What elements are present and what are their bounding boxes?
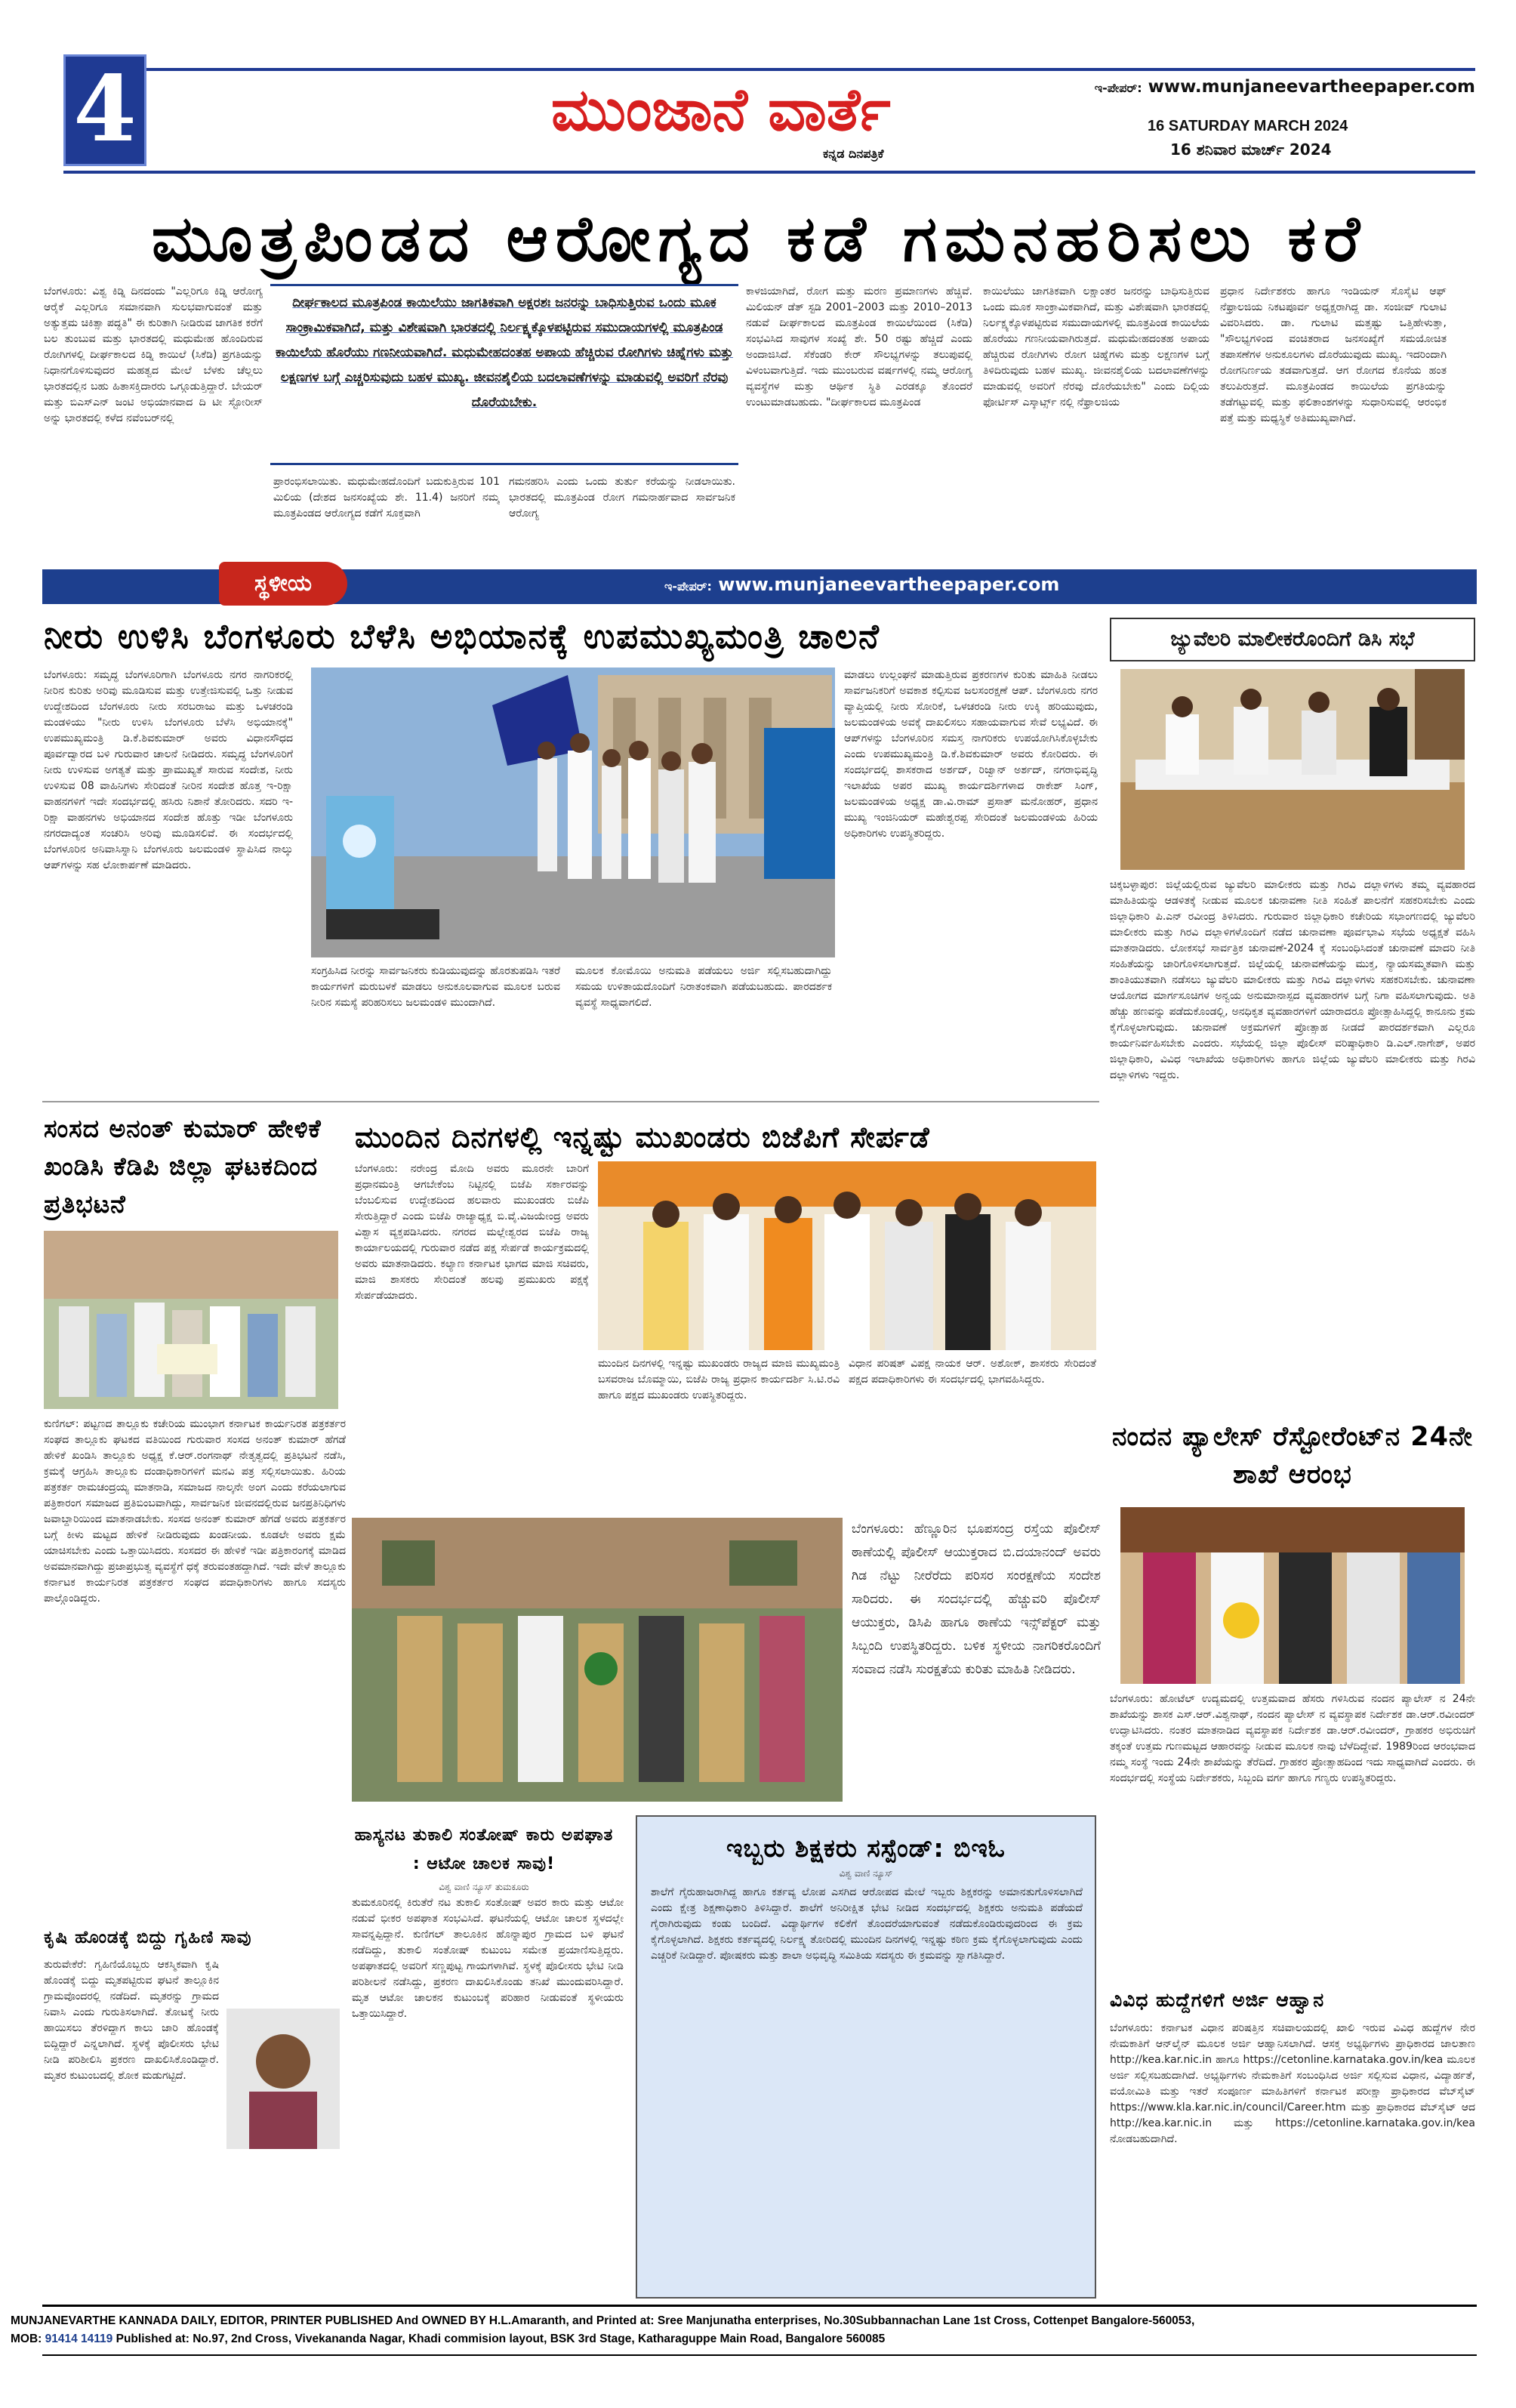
epaper-prefix: ಇ-ಪೇಪರ್: xyxy=(1094,81,1142,95)
jewellers-meeting-photo xyxy=(1120,669,1465,870)
page-number-box xyxy=(63,54,146,166)
footer-line-2 xyxy=(11,2330,1505,2348)
footer-line-1: MUNJANEVARTHE KANNADA DAILY, EDITOR, PRINTER PUBLISHED And OWNED BY H.L.Amaranth, and Printed at: Sree Manjunatha enterprises, No.30Subbannachan Lane 1st Cross, Cottenpet Bangalore-560053, xyxy=(11,2314,1195,2327)
top-story-headline: ಮೂತ್ರಪಿಂಡದ ಆರೋಗ್ಯದ ಕಡೆ ಗಮನಹರಿಸಲು ಕರೆ xyxy=(151,202,1368,276)
water-story-col-1: ಬೆಂಗಳೂರು: ಸಮೃದ್ಧ ಬೆಂಗಳೂರಿಗಾಗಿ ಬೆಂಗಳೂರು ನಗರ ನಾಗರಿಕರಲ್ಲಿ ನೀರಿನ ಕುರಿತು ಅರಿವು ಮೂಡಿಸುವ ಮತ್ತು ಉತ್ತೇಜಿಸುವಲ್ಲಿ ಒತ್ತು ನೀಡುವ ಉದ್ದೇಶದಿಂದ ಬೆಂಗಳೂರು ನೀರು ಸರಬರಾಜು ಮತ್ತು ಒಳಚರಂಡಿ ಮಂಡಳಿಯು "ನೀರು ಉಳಿಸಿ ಬೆಂಗಳೂರು ಬೆಳೆಸಿ ಅಭಿಯಾನಕ್ಕೆ" ಉಪಮುಖ್ಯಮಂತ್ರಿ ಡಿ.ಕೆ.ಶಿವಕುಮಾರ್ ಅವರು ವಿಧಾನಸೌಧದ ಪೂರ್ವದ್ವಾರದ ಬಳಿ ಗುರುವಾರ ಚಾಲನೆ ನೀಡಿದರು. ಸಮೃದ್ಧ ಬೆಂಗಳೂರಿಗೆ ನೀರು ಉಳಿಸುವ ಅಗತ್ಯತೆ ಮತ್ತು ಪ್ರಾಮುಖ್ಯತೆ ಸಾರುವ ಸಂದೇಶ, ನೀರು ಉಳಿಸುವ 08 ವಾಹಿನಿಗಳು ಸೇರಿದಂತೆ ನೀರಿನ ಸಂದೇಶ ಹೊತ್ತ ಇ-ರಿಕ್ಷಾ ವಾಹನಗಳಿಗೆ ಇದೇ ಸಂದರ್ಭದಲ್ಲಿ ಹಸಿರು ನಿಶಾನೆ ತೋರಿದರು. ಸದರಿ ಇ-ರಿಕ್ಷಾ ವಾಹನಗಳು ಅಭಿಯಾನದ ಸಂದೇಶ ಹೊತ್ತು ಇಡೀ ಬೆಂಗಳೂರು ನಗರದಾದ್ಯಂತ ಸಂಚರಿಸಿ ಅರಿವು ಮೂಡಿಸಲಿವೆ. ಈ ಸಂದರ್ಭದಲ್ಲಿ ಬೆಂಗಳೂರಿನ ಅನಿವಾಸಿಸ್ನಾನಿ ಬೆಂಗಳೂರು ಜಲಮಂಡಳಿ ಸ್ಥಾಪಿಸಿದ ನಾಲ್ಕು ಆಪ್‌ಗಳನ್ನು ಸಹ ಲೋಕಾರ್ಪಣೆ ಮಾಡಿದರು. xyxy=(44,669,293,871)
water-story-col-3: ಮೂಲಕ ಕೋಮೊಯಿ ಅನುಮತಿ ಪಡೆಯಲು ಅರ್ಜಿ ಸಲ್ಲಿಸಬಹುದಾಗಿದ್ದು ಸಮಯ ಉಳಿತಾಯದೊಂದಿಗೆ ನಿರಾತಂಕವಾಗಿ ಪಡೆಯಬಹುದು. ಪಾರದರ್ಶಕ ವ್ಯವಸ್ಥೆ ಸಾಧ್ಯವಾಗಲಿದೆ. xyxy=(575,965,832,1009)
footer-rule xyxy=(42,2305,1477,2307)
footer-mob: 91414 14119 xyxy=(45,2332,113,2345)
accident-story-body: ತುಮಕೂರಿನಲ್ಲಿ ಕಿರುತೆರೆ ನಟ ತುಕಾಲಿ ಸಂತೋಷ್ ಅವರ ಕಾರು ಮತ್ತು ಆಟೋ ನಡುವೆ ಭೀಕರ ಅಪಘಾತ ಸಂಭವಿಸಿದೆ. ಘಟನೆಯಲ್ಲಿ ಆಟೋ ಚಾಲಕ ಸ್ಥಳದಲ್ಲೇ ಸಾವನ್ನಪ್ಪಿದ್ದಾನೆ. ಕುಣಿಗಲ್ ತಾಲೂಕಿನ ಹೊನ್ನಾಪುರ ಗ್ರಾಮದ ಬಳಿ ಘಟನೆ ನಡೆದಿದ್ದು, ತುಕಾಲಿ ಸಂತೋಷ್ ಕುಟುಂಬ ಸಮೇತ ಪ್ರಯಾಣಿಸುತ್ತಿದ್ದರು. ಅಪಘಾತದಲ್ಲಿ ಅವರಿಗೆ ಸಣ್ಣಪುಟ್ಟ ಗಾಯಗಳಾಗಿವೆ. ಸ್ಥಳಕ್ಕೆ ಪೊಲೀಸರು ಭೇಟಿ ನೀಡಿ ಪರಿಶೀಲನೆ ನಡೆಸಿದ್ದು, ಪ್ರಕರಣ ದಾಖಲಿಸಿಕೊಂಡು ತನಿಖೆ ಮುಂದುವರಿಸಿದ್ದಾರೆ. ಮೃತ ಆಟೋ ಚಾಲಕನ ಕುಟುಂಬಕ್ಕೆ ಪರಿಹಾರ ನೀಡುವಂತೆ ಸ್ಥಳೀಯರು ಒತ್ತಾಯಿಸಿದ್ದಾರೆ. xyxy=(352,1897,624,2020)
jewellers-meeting-photo-art xyxy=(1120,669,1465,870)
page-number: 4 xyxy=(73,56,137,162)
jewellers-story-body: ಚಿಕ್ಕಬಳ್ಳಾಪುರ: ಜಿಲ್ಲೆಯಲ್ಲಿರುವ ಜ್ಯುವೆಲರಿ ಮಾಲೀಕರು ಮತ್ತು ಗಿರವಿ ದಲ್ಲಾಳಿಗಳು ತಮ್ಮ ವ್ಯವಹಾರದ ಮಾಹಿತಿಯನ್ನು ಆಡಳಿತಕ್ಕೆ ನೀಡುವ ಮೂಲಕ ಚುನಾವಣಾ ನೀತಿ ಸಂಹಿತೆ ಪಾಲನೆಗೆ ಸಹಕರಿಸಬೇಕು ಎಂದು ಜಿಲ್ಲಾಧಿಕಾರಿ ಪಿ.ಎನ್ ರವೀಂದ್ರ ತಿಳಿಸಿದರು. ಗುರುವಾರ ಜಿಲ್ಲಾಧಿಕಾರಿ ಕಚೇರಿಯ ಸಭಾಂಗಣದಲ್ಲಿ ಜ್ಯುವೆಲರಿ ಮಾಲೀಕರು ಮತ್ತು ಗಿರವಿ ದಲ್ಲಾಳಿಗಳೊಂದಿಗೆ ನಡೆದ ಚುನಾವಣಾ ಪೂರ್ವಭಾವಿ ಸಭೆಯ ಅಧ್ಯಕ್ಷತೆ ವಹಿಸಿ ಮಾತನಾಡಿದರು. ಲೋಕಸಭೆ ಸಾರ್ವತ್ರಿಕ ಚುನಾವಣೆ-2024 ಕ್ಕೆ ಸಂಬಂಧಿಸಿದಂತೆ ಚುನಾವಣೆ ಮಾದರಿ ನೀತಿ ಸಂಹಿತೆಯನ್ನು ಜಾರಿಗೊಳಿಸಲಾಗುತ್ತದೆ. ಜಿಲ್ಲೆಯಲ್ಲಿ ಚುನಾವಣೆಯನ್ನು ಮುಕ್ತ, ನ್ಯಾಯಸಮ್ಮತವಾಗಿ ಮತ್ತು ಶಾಂತಿಯುತವಾಗಿ ನಡೆಸಲು ಜ್ಯುವೆಲರಿ ಮಾಲೀಕರು ಮತ್ತು ಗಿರವಿ ದಲ್ಲಾಳಿಗಳು ಸಹಕರಿಸಬೇಕು. ಚುನಾವಣಾ ಆಯೋಗದ ಮಾರ್ಗಸೂಚಿಗಳ ಅನ್ವಯ ಅನುಮಾನಾಸ್ಪದ ವ್ಯವಹಾರಗಳ ಬಗ್ಗೆ ನಿಗಾ ವಹಿಸಲಾಗುವುದು. ಅತಿ ಹೆಚ್ಚು ಹಣವನ್ನು ಪಡೆದುಕೊಂಡಲ್ಲಿ, ಅನಧಿಕೃತ ವ್ಯವಹಾರಗಳಿಗೆ ಯಾರಾದರೂ ಪ್ರೋತ್ಸಾಹಿಸಿದ್ದಲ್ಲಿ ಕಾನೂನು ಕ್ರಮ ಕೈಗೊಳ್ಳಲಾಗುವುದು. ಚುನಾವಣೆ ಅಕ್ರಮಗಳಿಗೆ ಪ್ರೋತ್ಸಾಹ ನೀಡದೆ ಪಾರದರ್ಶಕವಾಗಿ ಎಲ್ಲರೂ ಕಾರ್ಯನಿರ್ವಹಿಸಬೇಕು ಎಂದರು. ಸಭೆಯಲ್ಲಿ ಜಿಲ್ಲಾ ಪೊಲೀಸ್ ವರಿಷ್ಠಾಧಿಕಾರಿ ಡಿ.ಎಲ್.ನಾಗೇಶ್, ಅಪರ ಜಿಲ್ಲಾಧಿಕಾರಿ, ವಿವಿಧ ಇಲಾಖೆಯ ಅಧಿಕಾರಿಗಳು ಹಾಗೂ ಜಿಲ್ಲೆಯ ಜ್ಯುವೆಲರಿ ಮಾಲೀಕರು ಮತ್ತು ಗಿರವಿ ದಲ್ಲಾಳಿಗಳು ಇದ್ದರು. xyxy=(1110,879,1475,1081)
water-story-headline: ನೀರು ಉಳಿಸಿ ಬೆಂಗಳೂರು ಬೆಳೆಸಿ ಅಭಿಯಾನಕ್ಕೆ ಉಪಮುಖ್ಯಮಂತ್ರಿ ಚಾಲನೆ xyxy=(44,616,880,656)
teachers-headline: ಇಬ್ಬರು ಶಿಕ್ಷಕರು ಸಸ್ಪೆಂಡ್: ಬಿಇಓ xyxy=(726,1833,1006,1863)
section-divider-1 xyxy=(42,1101,1099,1102)
teachers-dateline: ವಿಶ್ವ ವಾಣಿ ನ್ಯೂಸ್ xyxy=(839,1868,893,1879)
farmer-story-body: ತುರುವೇಕೆರೆ: ಗೃಹಿಣಿಯೊಬ್ಬರು ಆಕಸ್ಮಿಕವಾಗಿ ಕೃಷಿ ಹೊಂಡಕ್ಕೆ ಬಿದ್ದು ಮೃತಪಟ್ಟಿರುವ ಘಟನೆ ತಾಲ್ಲೂಕಿನ ಗ್ರಾಮವೊಂದರಲ್ಲಿ ನಡೆದಿದೆ. ಮೃತರನ್ನು ಗ್ರಾಮದ ನಿವಾಸಿ ಎಂದು ಗುರುತಿಸಲಾಗಿದೆ. ತೋಟಕ್ಕೆ ನೀರು ಹಾಯಿಸಲು ತೆರಳಿದ್ದಾಗ ಕಾಲು ಜಾರಿ ಹೊಂಡಕ್ಕೆ ಬಿದ್ದಿದ್ದಾರೆ ಎನ್ನಲಾಗಿದೆ. ಸ್ಥಳಕ್ಕೆ ಪೊಲೀಸರು ಭೇಟಿ ನೀಡಿ ಪರಿಶೀಲಿಸಿ ಪ್ರಕರಣ ದಾಖಲಿಸಿಕೊಂಡಿದ್ದಾರೆ. ಮೃತರ ಕುಟುಂಬದಲ್ಲಿ ಶೋಕ ಮಡುಗಟ್ಟಿದೆ. xyxy=(44,1959,219,2082)
paper-tagline: ಕನ್ನಡ ದಿನಪತ್ರಿಕೆ xyxy=(823,146,884,161)
top-story-col-6: ಪ್ರಧಾನ ನಿರ್ದೇಶಕರು ಹಾಗೂ ಇಂಡಿಯನ್ ಸೊಸೈಟಿ ಆಫ್ ನೆಫ್ರಾಲಜಿಯ ನಿಕಟಪೂರ್ವ ಅಧ್ಯಕ್ಷರಾಗಿದ್ದ ಡಾ. ಸಂಜೀವ್ ಗುಲಾಟಿ ವಿವರಿಸಿದರು. ಡಾ. ಗುಲಾಟಿ ಮತ್ತಷ್ಟು ಒತ್ತಿಹೇಳುತ್ತಾ, "ಸೌಲಭ್ಯಗಳಿಂದ ವಂಚಿತರಾದ ಜನಸಂಖ್ಯೆಗೆ ಸಮಯೋಚಿತ ತಪಾಸಣೆಗಳ ಅನುಕೂಲಗಳು ದೊರೆಯುವುದು ಮುಖ್ಯ. ಇದರಿಂದಾಗಿ ರೋಗನಿರ್ಣಯ ತಡವಾಗುತ್ತದೆ. ಆಗ ರೋಗದ ಕೊನೆಯ ಹಂತ ತಲುಪಿರುತ್ತದೆ. ಮೂತ್ರಪಿಂಡದ ಕಾಯಿಲೆಯ ಪ್ರಗತಿಯನ್ನು ತಡೆಗಟ್ಟುವಲ್ಲಿ ಮತ್ತು ಫಲಿತಾಂಶಗಳನ್ನು ಸುಧಾರಿಸುವಲ್ಲಿ ಆರಂಭಿಕ ಪತ್ತೆ ಮತ್ತು ಮಧ್ಯಸ್ಥಿಕೆ ಅತಿಮುಖ್ಯವಾಗಿದೆ. xyxy=(1220,285,1447,424)
footer-mob-label: MOB: xyxy=(11,2332,42,2345)
water-story-col-2: ಸಂಗ್ರಹಿಸಿದ ನೀರನ್ನು ಸಾರ್ವಜನಿಕರು ಕುಡಿಯುವುದನ್ನು ಹೊರತುಪಡಿಸಿ ಇತರೆ ಕಾರ್ಯಗಳಿಗೆ ಮರುಬಳಕೆ ಮಾಡಲು ಅನುಕೂಲವಾಗುವ ಮೂಲಕ ಬರುವ ನೀರಿನ ಸಮಸ್ಯೆ ಪರಿಹರಿಸಲು ಜಲಮಂಡಳಿ ಮುಂದಾಗಿದೆ. xyxy=(311,965,560,1009)
jewellers-headline-box xyxy=(1110,618,1475,661)
police-plantation-photo-art xyxy=(352,1518,843,1802)
protest-headline: ಸಂಸದ ಅನಂತ್ ಕುಮಾರ್ ಹೇಳಿಕೆ ಖಂಡಿಸಿ ಕೆಡಿಪಿ ಜಿಲ್ಲಾ ಘಟಕದಿಂದ ಪ್ರತಿಭಟನೆ xyxy=(44,1114,322,1219)
restaurant-opening-photo-art xyxy=(1120,1507,1465,1684)
jobs-headline: ವಿವಿಧ ಹುದ್ದೆಗಳಿಗೆ ಅರ್ಜಿ ಆಹ್ವಾನ xyxy=(1110,1989,1325,2011)
water-campaign-photo xyxy=(311,668,835,957)
footer-imprint xyxy=(11,2312,1505,2348)
protest-photo xyxy=(44,1231,338,1409)
section-label: ಸ್ಥಳೀಯ xyxy=(254,570,313,597)
water-campaign-photo-art xyxy=(311,668,835,957)
accident-headline: ಹಾಸ್ಯನಟ ತುಕಾಲಿ ಸಂತೋಷ್ ಕಾರು ಅಪಘಾತ : ಆಟೋ ಚಾಲಕ ಸಾವು! xyxy=(354,1826,614,1873)
police-plantation-photo xyxy=(352,1518,843,1802)
footer-rule-bottom xyxy=(42,2354,1477,2356)
top-story-pullquote xyxy=(270,284,738,465)
top-story-col-2: ಪ್ರಾರಂಭಿಸಲಾಯಿತು. ಮಧುಮೇಹದೊಂದಿಗೆ ಬದುಕುತ್ತಿರುವ 101 ಮಿಲಿಯ (ದೇಶದ ಜನಸಂಖ್ಯೆಯ ಶೇ. 11.4) ಜನರಿಗೆ ನಮ್ಮ ಮೂತ್ರಪಿಂಡದ ಆರೋಗ್ಯದ ಕಡೆಗೆ ಸೂಕ್ತವಾಗಿ xyxy=(273,476,500,520)
water-story-col-4: ಮಾಡಲು ಉಲ್ಲಂಘನೆ ಮಾಡುತ್ತಿರುವ ಪ್ರಕರಣಗಳ ಕುರಿತು ಮಾಹಿತಿ ನೀಡಲು ಸಾರ್ವಜನಿಕರಿಗೆ ಅವಕಾಶ ಕಲ್ಪಿಸುವ ಜಲಸಂರಕ್ಷಣೆ ಆಪ್. ಬೆಂಗಳೂರು ನಗರ ವ್ಯಾಪ್ತಿಯಲ್ಲಿ ನೀರು ಸೋರಿಕೆ, ಒಳಚರಂಡಿ ನೀರು ಉಕ್ಕಿ ಹರಿಯುವುದು, ಜಲಮಂಡಳಿಯ ಅವಕ್ಕೆ ದಾಖಲಿಸಲು ಸಹಾಯವಾಗುವ ಸೇವೆ ಲಭ್ಯವಿದೆ. ಈ ಆಪ್‌ಗಳನ್ನು ಬೆಂಗಳೂರಿನ ಸಮಸ್ತ ನಾಗರಿಕರು ಉಪಯೋಗಿಸಿಕೊಳ್ಳಬೇಕು ಎಂದು ಉಪಮುಖ್ಯಮಂತ್ರಿ ಡಿ.ಕೆ.ಶಿವಕುಮಾರ್ ಅವರು ಕೋರಿದರು. ಈ ಸಂದರ್ಭದಲ್ಲಿ ಶಾಸಕರಾದ ಅರ್ಶದ್, ರಿಜ್ವಾನ್ ಅರ್ಶದ್, ನಗರಾಭಿವೃದ್ಧಿ ಇಲಾಖೆಯ ಅಪರ ಮುಖ್ಯ ಕಾರ್ಯದರ್ಶಿಗಳಾದ ರಾಕೇಶ್ ಸಿಂಗ್, ಜಲಮಂಡಳಿಯ ಅಧ್ಯಕ್ಷ ಡಾ.ವಿ.ರಾಮ್ ಪ್ರಸಾತ್ ಮನೋಹರ್, ಪ್ರಧಾನ ಮುಖ್ಯ ಇಂಜಿನಿಯರ್ ಮಹೇಶ್ವರಪ್ಪ ಸೇರಿದಂತೆ ಜಲಮಂಡಳಿಯ ಹಿರಿಯ ಅಧಿಕಾರಿಗಳು ಉಪಸ್ಥಿತರಿದ್ದರು. xyxy=(844,669,1098,840)
restaurant-story-body: ಬೆಂಗಳೂರು: ಹೋಟೆಲ್ ಉದ್ಯಮದಲ್ಲಿ ಉತ್ತಮವಾದ ಹೆಸರು ಗಳಿಸಿರುವ ನಂದನ ಪ್ಯಾಲೇಸ್ ನ 24ನೇ ಶಾಖೆಯನ್ನು ಶಾಸಕ ಎಸ್.ಆರ್.ವಿಶ್ವನಾಥ್, ನಂದನ ಪ್ಯಾಲೇಸ್ ನ ವ್ಯವಸ್ಥಾಪಕ ನಿರ್ದೇಶಕ ಡಾ.ಆರ್.ರವೀಂದರ್ ಉದ್ಘಾಟಿಸಿದರು. ನಂತರ ಮಾತನಾಡಿದ ವ್ಯವಸ್ಥಾಪಕ ನಿರ್ದೇಶಕ ಡಾ.ಆರ್.ರವೀಂದರ್, ಗ್ರಾಹಕರ ಅಭಿರುಚಿಗೆ ತಕ್ಕಂತೆ ಉತ್ತಮ ಗುಣಮಟ್ಟದ ಆಹಾರವನ್ನು ನೀಡುವ ಮೂಲಕ ನಾವು ಬೆಳೆದಿದ್ದೇವೆ. 1989ರಿಂದ ಆರಂಭವಾದ ನಮ್ಮ ಸಂಸ್ಥೆ ಇಂದು 24ನೇ ಶಾಖೆಯನ್ನು ತೆರೆದಿದೆ. ಗ್ರಾಹಕರ ಪ್ರೋತ್ಸಾಹದಿಂದ ಇದು ಸಾಧ್ಯವಾಗಿದೆ ಎಂದರು. ಈ ಸಂದರ್ಭದಲ್ಲಿ ಸಂಸ್ಥೆಯ ನಿರ್ದೇಶಕರು, ಸಿಬ್ಬಂದಿ ವರ್ಗ ಹಾಗೂ ಗಣ್ಯರು ಉಪಸ್ಥಿತರಿದ್ದರು. xyxy=(1110,1693,1475,1784)
protest-story-body: ಕುಣಿಗಲ್: ಪಟ್ಟಣದ ತಾಲ್ಲೂಕು ಕಚೇರಿಯ ಮುಂಭಾಗ ಕರ್ನಾಟಕ ಕಾರ್ಯನಿರತ ಪತ್ರಕರ್ತರ ಸಂಘದ ತಾಲ್ಲೂಕು ಘಟಕದ ವತಿಯಿಂದ ಗುರುವಾರ ಸಂಸದ ಅನಂತ್ ಕುಮಾರ್ ಹೆಗಡೆ ಹೇಳಿಕೆ ಖಂಡಿಸಿ ತಾಲ್ಲೂಕು ಅಧ್ಯಕ್ಷ ಕೆ.ಆರ್.ರಂಗನಾಥ್ ನೇತೃತ್ವದಲ್ಲಿ ಪ್ರತಿಭಟನೆ ನಡೆಸಿ, ಕ್ರಮಕ್ಕೆ ಆಗ್ರಹಿಸಿ ತಾಲ್ಲೂಕು ದಂಡಾಧಿಕಾರಿಗಳಿಗೆ ಮನವಿ ಪತ್ರ ಸಲ್ಲಿಸಲಾಯಿತು. ಹಿರಿಯ ಪತ್ರಕರ್ತ ರಾಮಚಂದ್ರಯ್ಯ ಮಾತನಾಡಿ, ಸಮಾಜದ ನಾಲ್ಕನೇ ಅಂಗ ಎಂದು ಕರೆಯಲಾಗುವ ಪತ್ರಿಕಾರಂಗ ಸಮಾಜದ ಪ್ರತಿಬಿಂಬವಾಗಿದ್ದು, ಸಾರ್ವಜನಿಕ ಜೀವನದಲ್ಲಿರುವ ಜನಪ್ರತಿನಿಧಿಗಳು ಜವಾಬ್ದಾರಿಯಿಂದ ಮಾತನಾಡಬೇಕು. ಸಂಸದ ಅನಂತ್ ಕುಮಾರ್ ಹೆಗಡೆ ಅವರು ಪತ್ರಕರ್ತರ ಬಗ್ಗೆ ಕೀಳು ಮಟ್ಟದ ಹೇಳಿಕೆ ನೀಡಿರುವುದು ಖಂಡನೀಯ. ಕೂಡಲೇ ಅವರು ಕ್ಷಮೆ ಯಾಚಿಸಬೇಕು ಎಂದು ಒತ್ತಾಯಿಸಿದರು. ಸಂಸದರ ಈ ಹೇಳಿಕೆ ಇಡೀ ಪತ್ರಿಕಾರಂಗಕ್ಕೆ ಮಾಡಿದ ಅವಮಾನವಾಗಿದ್ದು ಪ್ರಜಾಪ್ರಭುತ್ವ ವ್ಯವಸ್ಥೆಗೆ ಧಕ್ಕೆ ತರುವಂತಹದ್ದಾಗಿದೆ. ಇದೇ ವೇಳೆ ತಾಲ್ಲೂಕು ಕರ್ನಾಟಕ ಕಾರ್ಯನಿರತ ಪತ್ರಕರ್ತರ ಸಂಘದ ಪದಾಧಿಕಾರಿಗಳು ಹಾಗೂ ಸದಸ್ಯರು ಪಾಲ್ಗೊಂಡಿದ್ದರು. xyxy=(44,1418,346,1605)
top-story-col-4: ಕಾಳಜಿಯಾಗಿದೆ, ರೋಗ ಮತ್ತು ಮರಣ ಪ್ರಮಾಣಗಳು ಹೆಚ್ಚಿವೆ. ಮಿಲಿಯನ್ ಡೆತ್ ಸ್ಟಡಿ 2001–2003 ಮತ್ತು 2010–2013 ನಡುವೆ ದೀರ್ಘಕಾಲದ ಮೂತ್ರಪಿಂಡ ಕಾಯಿಲೆಯಿಂದ (ಸಿಕೆಡಿ) ಸಂಭವಿಸಿದ ಸಾವುಗಳ ಸಂಖ್ಯೆ ಶೇ. 50 ರಷ್ಟು ಹೆಚ್ಚಿದೆ ಎಂದು ಅಂದಾಜಿಸಿದೆ. ಸೆಕೆಂಡರಿ ಕೇರ್ ಸೌಲಭ್ಯಗಳನ್ನು ತಲುಪುವಲ್ಲಿ ವಿಳಂಬವಾಗುತ್ತಿದೆ. ಇದು ಮುಂಬರುವ ವರ್ಷಗಳಲ್ಲಿ ನಮ್ಮ ಆರೋಗ್ಯ ವ್ಯವಸ್ಥೆಗಳ ಮತ್ತು ಆರ್ಥಿಕ ಸ್ಥಿತಿ ಎರಡಕ್ಕೂ ತೊಂದರೆ ಉಂಟುಮಾಡಬಹುದು. "ದೀರ್ಘಕಾಲದ ಮೂತ್ರಪಿಂಡ xyxy=(746,285,972,409)
date-kannada: 16 ಶನಿವಾರ ಮಾರ್ಚ್ 2024 xyxy=(1170,140,1332,159)
section-epaper xyxy=(664,574,1193,595)
jobs-story-body: ಬೆಂಗಳೂರು: ಕರ್ನಾಟಕ ವಿಧಾನ ಪರಿಷತ್ತಿನ ಸಚಿವಾಲಯದಲ್ಲಿ ಖಾಲಿ ಇರುವ ವಿವಿಧ ಹುದ್ದೆಗಳ ನೇರ ನೇಮಕಾತಿಗೆ ಆನ್‌ಲೈನ್ ಮೂಲಕ ಅರ್ಜಿ ಆಹ್ವಾನಿಸಲಾಗಿದೆ. ಆಸಕ್ತ ಅಭ್ಯರ್ಥಿಗಳು ಪ್ರಾಧಿಕಾರದ ಜಾಲತಾಣ http://kea.kar.nic.in ಹಾಗೂ https://cetonline.karnataka.gov.in/kea ಮೂಲಕ ಅರ್ಜಿ ಸಲ್ಲಿಸಬಹುದಾಗಿದೆ. ಅಭ್ಯರ್ಥಿಗಳು ನೇಮಕಾತಿಗೆ ಸಂಬಂಧಿಸಿದ ಅರ್ಜಿ ಸಲ್ಲಿಸುವ ವಿಧಾನ, ವಿದ್ಯಾರ್ಹತೆ, ವಯೋಮಿತಿ ಮತ್ತು ಇತರೆ ಸಂಪೂರ್ಣ ಮಾಹಿತಿಗಳಿಗೆ ಕರ್ನಾಟಕ ಪರೀಕ್ಷಾ ಪ್ರಾಧಿಕಾರದ ವೆಬ್‌ಸೈಟ್ https://www.kla.kar.nic.in/council/Career.htm ಮತ್ತು ಪ್ರಾಧಿಕಾರದ ವೆಬ್‌ಸೈಟ್ ಆದ http://kea.kar.nic.in ಮತ್ತು https://cetonline.karnataka.gov.in/kea ನೋಡಬಹುದಾಗಿದೆ. xyxy=(1110,2022,1475,2145)
top-story-col-5: ಕಾಯಿಲೆಯು ಜಾಗತಿಕವಾಗಿ ಲಕ್ಷಾಂತರ ಜನರನ್ನು ಬಾಧಿಸುತ್ತಿರುವ ಒಂದು ಮೂಕ ಸಾಂಕ್ರಾಮಿಕವಾಗಿದೆ, ಮತ್ತು ವಿಶೇಷವಾಗಿ ಭಾರತದಲ್ಲಿ ನಿರ್ಲಕ್ಷ್ಯಕ್ಕೊಳಪಟ್ಟಿರುವ ಸಮುದಾಯಗಳಲ್ಲಿ ಮೂತ್ರಪಿಂಡ ಕಾಯಿಲೆಯ ಹೊರೆಯು ಗಣನೀಯವಾಗಿರುತ್ತದೆ. ಮಧುಮೇಹದಂತಹ ಅಪಾಯ ಹೆಚ್ಚಿರುವ ರೋಗಿಗಳು ರೋಗ ಚಿಹ್ನೆಗಳು ಮತ್ತು ಲಕ್ಷಣಗಳ ಬಗ್ಗೆ ತಿಳಿದಿರುವುದು ಬಹಳ ಮುಖ್ಯ. ಜೀವನಶೈಲಿಯ ಬದಲಾವಣೆಗಳನ್ನು ಮಾಡುವಲ್ಲಿ ಅವರಿಗೆ ನೆರವು ದೊರೆಯಬೇಕು" ಎಂದು ದಿಲ್ಲಿಯ ಫೋರ್ಟಿಸ್ ಎಸ್ಕಾರ್ಟ್ಸ್ ನಲ್ಲಿ ನೆಫ್ರಾಲಜಿಯ xyxy=(983,285,1209,409)
top-story-col-1: ಬೆಂಗಳೂರು: ವಿಶ್ವ ಕಿಡ್ನಿ ದಿನದಂದು "ಎಲ್ಲರಿಗೂ ಕಿಡ್ನಿ ಆರೋಗ್ಯ ಆರೈಕೆ ಎಲ್ಲರಿಗೂ ಸಮಾನವಾಗಿ ಸುಲಭವಾಗುವಂತೆ ಮತ್ತು ಅತ್ಯುತ್ತಮ ಚಿಕಿತ್ಸಾ ಪದ್ಧತಿ" ಈ ಕುರಿತಾಗಿ ನೀಡಿರುವ ಜಾಗತಿಕ ಕರೆಗೆ ಬಲ ತುಂಬುವ ಮತ್ತು ಭಾರತದಲ್ಲಿ ಮಧುಮೇಹ ಹೊಂದಿರುವ ರೋಗಿಗಳಲ್ಲಿ ದೀರ್ಘಕಾಲದ ಕಿಡ್ನಿ ಕಾಯಿಲೆ (ಸಿಕೆಡಿ) ಪ್ರಗತಿಯನ್ನು ನಿಧಾನಗೊಳಿಸುವುದರ ಮಹತ್ವದ ಮೇಲೆ ಬೆಳಕು ಚೆಲ್ಲಲು ಭಾರತದಲ್ಲಿನ ಬಹು ಹಿತಾಸಕ್ತಿದಾರರು ಒಗ್ಗೂಡುತ್ತಿದ್ದಾರೆ. ಬೇಯರ್ ಮತ್ತು ಬಿಎಸ್ಎನ್ ಜಂಟಿ ಅಭಿಯಾನವಾದ ದಿ ಟೀ ಸ್ಟೋರೀಸ್ ಅನ್ನು ಭಾರತದಲ್ಲಿ ಕಳೆದ ನವೆಂಬರ್‌ನಲ್ಲಿ xyxy=(44,285,263,424)
epaper-header xyxy=(1019,77,1475,97)
section-label-tab xyxy=(219,562,347,606)
jewellers-headline: ಜ್ಯುವೆಲರಿ ಮಾಲೀಕರೊಂದಿಗೆ ಡಿಸಿ ಸಭೆ xyxy=(1170,627,1415,651)
accident-dateline: ವಿಶ್ವ ವಾಣಿ ನ್ಯೂಸ್ ತುಮಕೂರು xyxy=(439,1882,529,1892)
restaurant-headline: ನಂದನ ಪ್ಯಾಲೇಸ್ ರೆಸ್ಟೋರೆಂಟ್‌ನ 24ನೇ ಶಾಖೆ ಆರಂಭ xyxy=(1112,1422,1473,1490)
section-epaper-prefix: ಇ-ಪೇಪರ್: xyxy=(664,579,712,594)
teachers-story-body: ಶಾಲೆಗೆ ಗೈರುಹಾಜರಾಗಿದ್ದ ಹಾಗೂ ಕರ್ತವ್ಯ ಲೋಪ ಎಸಗಿದ ಆರೋಪದ ಮೇಲೆ ಇಬ್ಬರು ಶಿಕ್ಷಕರನ್ನು ಅಮಾನತುಗೊಳಿಸಲಾಗಿದೆ ಎಂದು ಕ್ಷೇತ್ರ ಶಿಕ್ಷಣಾಧಿಕಾರಿ ತಿಳಿಸಿದ್ದಾರೆ. ಶಾಲೆಗೆ ಅನಿರೀಕ್ಷಿತ ಭೇಟಿ ನೀಡಿದ ಸಂದರ್ಭದಲ್ಲಿ ಶಿಕ್ಷಕರು ಅನುಮತಿ ಪಡೆಯದೆ ಗೈರಾಗಿರುವುದು ಕಂಡು ಬಂದಿದೆ. ವಿದ್ಯಾರ್ಥಿಗಳ ಕಲಿಕೆಗೆ ತೊಂದರೆಯಾಗುವಂತೆ ನಡೆದುಕೊಂಡಿರುವುದರಿಂದ ಈ ಕ್ರಮ ಕೈಗೊಳ್ಳಲಾಗಿದೆ. ಶಿಕ್ಷಕರು ಕರ್ತವ್ಯದಲ್ಲಿ ನಿರ್ಲಕ್ಷ್ಯ ತೋರಿದಲ್ಲಿ ಮುಂದಿನ ದಿನಗಳಲ್ಲಿ ಇನ್ನಷ್ಟು ಕಠಿಣ ಕ್ರಮ ಕೈಗೊಳ್ಳಲಾಗುವುದು ಎಂದು ಎಚ್ಚರಿಕೆ ನೀಡಿದ್ದಾರೆ. ಪೋಷಕರು ಮತ್ತು ಶಾಲಾ ಅಭಿವೃದ್ಧಿ ಸಮಿತಿಯ ಸದಸ್ಯರು ಈ ಕ್ರಮವನ್ನು ಸ್ವಾಗತಿಸಿದ್ದಾರೆ. xyxy=(651,1886,1083,1962)
bjp-story-col-2: ಮುಂದಿನ ದಿನಗಳಲ್ಲಿ ಇನ್ನಷ್ಟು ಮುಖಂಡರು ರಾಜ್ಯದ ಮಾಜಿ ಮುಖ್ಯಮಂತ್ರಿ ಬಸವರಾಜ ಬೊಮ್ಮಾಯಿ, ಬಿಜೆಪಿ ರಾಜ್ಯ ಪ್ರಧಾನ ಕಾರ್ಯದರ್ಶಿ ಸಿ.ಟಿ.ರವಿ ಹಾಗೂ ಪಕ್ಷದ ಮುಖಂಡರು ಉಪಸ್ಥಿತರಿದ್ದರು. xyxy=(598,1358,840,1401)
paper-name: ಮುಂಜಾನೆ ವಾರ್ತೆ xyxy=(551,76,891,144)
protest-photo-art xyxy=(44,1231,338,1409)
top-story-col-3: ಗಮನಹರಿಸಿ ಎಂದು ಒಂದು ತುರ್ತು ಕರೆಯನ್ನು ನೀಡಲಾಯಿತು. ಭಾರತದಲ್ಲಿ ಮೂತ್ರಪಿಂಡ ರೋಗ ಗಮನಾರ್ಹವಾದ ಸಾರ್ವಜನಿಕ ಆರೋಗ್ಯ xyxy=(509,476,735,520)
date-english: 16 SATURDAY MARCH 2024 xyxy=(1148,118,1348,134)
farmer-headline: ಕೃಷಿ ಹೊಂಡಕ್ಕೆ ಬಿದ್ದು ಗೃಹಿಣಿ ಸಾವು xyxy=(44,1928,252,1947)
epaper-url[interactable]: www.munjaneevartheepaper.com xyxy=(1148,77,1475,97)
restaurant-opening-photo-frame xyxy=(1120,1507,1465,1684)
police-story-body: ಬೆಂಗಳೂರು: ಹೆಣ್ಣೂರಿನ ಭೂಪಸಂದ್ರ ರಸ್ತೆಯ ಪೊಲೀಸ್ ಠಾಣೆಯಲ್ಲಿ ಪೊಲೀಸ್ ಆಯುಕ್ತರಾದ ಬಿ.ದಯಾನಂದ್ ಅವರು ಗಿಡ ನೆಟ್ಟು ನೀರೆರೆದು ಪರಿಸರ ಸಂರಕ್ಷಣೆಯ ಸಂದೇಶ ಸಾರಿದರು. ಈ ಸಂದರ್ಭದಲ್ಲಿ ಹೆಚ್ಚುವರಿ ಪೊಲೀಸ್ ಆಯುಕ್ತರು, ಡಿಸಿಪಿ ಹಾಗೂ ಠಾಣೆಯ ಇನ್ಸ್‌ಪೆಕ್ಟರ್ ಮತ್ತು ಸಿಬ್ಬಂದಿ ಉಪಸ್ಥಿತರಿದ್ದರು. ಬಳಿಕ ಸ್ಥಳೀಯ ನಾಗರಿಕರೊಂದಿಗೆ ಸಂವಾದ ನಡೆಸಿ ಸುರಕ್ಷತೆಯ ಕುರಿತು ಮಾಹಿತಿ ನೀಡಿದರು. xyxy=(852,1522,1101,1677)
bjp-story-col-3: ವಿಧಾನ ಪರಿಷತ್ ವಿಪಕ್ಷ ನಾಯಕ ಆರ್. ಅಶೋಕ್, ಶಾಸಕರು ಸೇರಿದಂತೆ ಪಕ್ಷದ ಪದಾಧಿಕಾರಿಗಳು ಈ ಸಂದರ್ಭದಲ್ಲಿ ಭಾಗವಹಿಸಿದ್ದರು. xyxy=(849,1358,1096,1386)
bjp-headline: ಮುಂದಿನ ದಿನಗಳಲ್ಲಿ ಇನ್ನಷ್ಟು ಮುಖಂಡರು ಬಿಜೆಪಿಗೆ ಸೇರ್ಪಡೆ xyxy=(355,1121,930,1154)
masthead-rule-top xyxy=(146,68,1475,71)
farmer-victim-photo-art xyxy=(226,2009,340,2149)
pullquote-text: ದೀರ್ಘಕಾಲದ ಮೂತ್ರಪಿಂಡ ಕಾಯಿಲೆಯು ಜಾಗತಿಕವಾಗಿ ಅಕ್ಷರಶಃ ಜನರನ್ನು ಬಾಧಿಸುತ್ತಿರುವ ಒಂದು ಮೂಕ ಸಾಂಕ್ರಾಮಿಕವಾಗಿದೆ, ಮತ್ತು ವಿಶೇಷವಾಗಿ ಭಾರತದಲ್ಲಿ ನಿರ್ಲಕ್ಷ್ಯಕ್ಕೊಳಪಟ್ಟಿರುವ ಸಮುದಾಯಗಳಲ್ಲಿ ಮೂತ್ರಪಿಂಡ ಕಾಯಿಲೆಯ ಹೊರೆಯು ಗಣನೀಯವಾಗಿದೆ. ಮಧುಮೇಹದಂತಹ ಅಪಾಯ ಹೆಚ್ಚಿರುವ ರೋಗಿಗಳು ಚಿಹ್ನೆಗಳು ಮತ್ತು ಲಕ್ಷಣಗಳ ಬಗ್ಗೆ ಎಚ್ಚರಿಸುವುದು ಬಹಳ ಮುಖ್ಯ. ಜೀವನಶೈಲಿಯ ಬದಲಾವಣೆಗಳನ್ನು ಮಾಡುವಲ್ಲಿ ಅವರಿಗೆ ನೆರವು ದೊರೆಯಬೇಕು. xyxy=(276,295,733,410)
farmer-victim-photo xyxy=(226,2009,340,2149)
bjp-story-col-1: ಬೆಂಗಳೂರು: ನರೇಂದ್ರ ಮೋದಿ ಅವರು ಮೂರನೇ ಬಾರಿಗೆ ಪ್ರಧಾನಮಂತ್ರಿ ಆಗಬೇಕೆಂಬ ನಿಟ್ಟಿನಲ್ಲಿ ಬಿಜೆಪಿ ಸರ್ಕಾರವನ್ನು ಬೆಂಬಲಿಸುವ ಉದ್ದೇಶದಿಂದ ಹಲವಾರು ಮುಖಂಡರು ಬಿಜೆಪಿ ಸೇರುತ್ತಿದ್ದಾರೆ ಎಂದು ಬಿಜೆಪಿ ರಾಜ್ಯಾಧ್ಯಕ್ಷ ಬಿ.ವೈ.ವಿಜಯೇಂದ್ರ ಅವರು ವಿಶ್ವಾಸ ವ್ಯಕ್ತಪಡಿಸಿದರು. ನಗರದ ಮಲ್ಲೇಶ್ವರದ ಬಿಜೆಪಿ ರಾಜ್ಯ ಕಾರ್ಯಾಲಯದಲ್ಲಿ ಗುರುವಾರ ನಡೆದ ಪಕ್ಷ ಸೇರ್ಪಡೆ ಕಾರ್ಯಕ್ರಮದಲ್ಲಿ ಅವರು ಮಾತನಾಡಿದರು. ಕಲ್ಯಾಣ ಕರ್ನಾಟಕ ಭಾಗದ ಮಾಜಿ ಸಚಿವರು, ಮಾಜಿ ಶಾಸಕರು ಸೇರಿದಂತೆ ಹಲವು ಪ್ರಮುಖರು ಪಕ್ಷಕ್ಕೆ ಸೇರ್ಪಡೆಯಾದರು. xyxy=(355,1163,589,1302)
masthead-rule-bottom xyxy=(63,171,1475,174)
paper-logo xyxy=(551,74,1004,165)
footer-address: Published at: No.97, 2nd Cross, Vivekananda Nagar, Khadi commision layout, BSK 3rd Stage, Katharaguppe Main Road, Bangalore 560085 xyxy=(116,2332,886,2345)
bjp-joining-photo xyxy=(598,1161,1096,1350)
bjp-joining-photo-art xyxy=(598,1161,1096,1350)
section-epaper-url[interactable]: www.munjaneevartheepaper.com xyxy=(718,574,1060,595)
